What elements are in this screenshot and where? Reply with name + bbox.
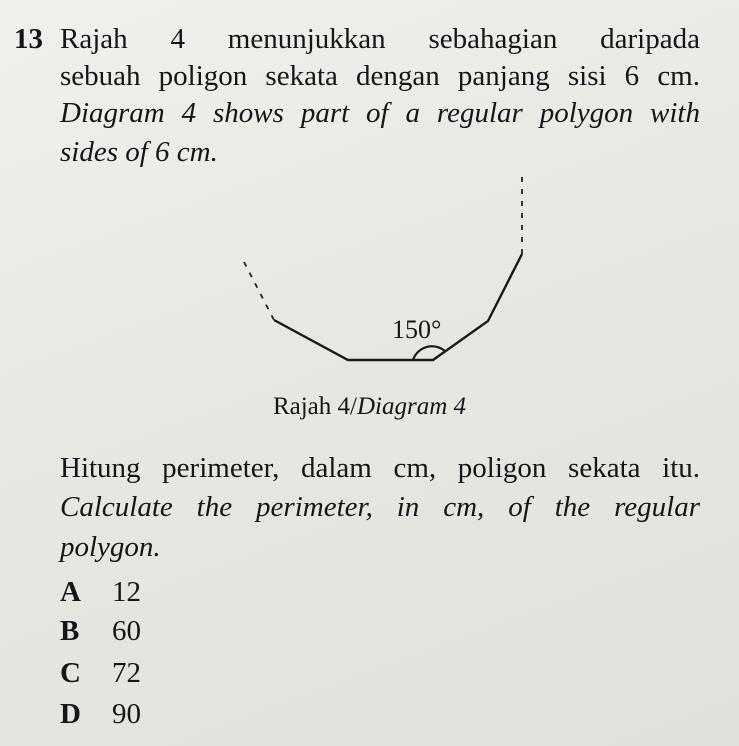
question-english-line-1: Diagram 4 shows part of a regular polygon with bbox=[60, 97, 700, 129]
question-malay-line-2: sebuah poligon sekata dengan panjang sisi 6 cm. bbox=[60, 60, 700, 92]
option-letter: A bbox=[60, 576, 81, 608]
option-value: 12 bbox=[112, 576, 141, 608]
polygon-solid-edges bbox=[274, 254, 522, 360]
option-a[interactable] bbox=[60, 575, 141, 609]
diagram-caption bbox=[0, 392, 739, 422]
option-value: 60 bbox=[112, 615, 141, 647]
task-english-line-1: Calculate the perimeter, in cm, of the regular bbox=[60, 491, 700, 523]
option-d[interactable] bbox=[60, 697, 141, 731]
option-letter: D bbox=[60, 698, 81, 730]
option-value: 72 bbox=[112, 657, 141, 689]
option-b[interactable] bbox=[60, 614, 141, 648]
task-malay: Hitung perimeter, dalam cm, poligon sekata itu. bbox=[60, 452, 700, 484]
option-value: 90 bbox=[112, 698, 141, 730]
polygon-dashed-edge-left bbox=[244, 262, 274, 320]
task-english-line-2: polygon. bbox=[60, 531, 161, 563]
option-c[interactable] bbox=[60, 656, 141, 690]
caption-english: Diagram 4 bbox=[356, 393, 467, 420]
question-number: 13 bbox=[14, 23, 43, 55]
option-letter: B bbox=[60, 615, 80, 647]
question-malay-line-1: Rajah 4 menunjukkan sebahagian daripada bbox=[60, 23, 700, 55]
angle-label: 150° bbox=[392, 315, 442, 344]
option-letter: C bbox=[60, 657, 81, 689]
caption-malay: Rajah 4/ bbox=[272, 393, 357, 420]
question-english-line-2: sides of 6 cm. bbox=[60, 136, 218, 168]
